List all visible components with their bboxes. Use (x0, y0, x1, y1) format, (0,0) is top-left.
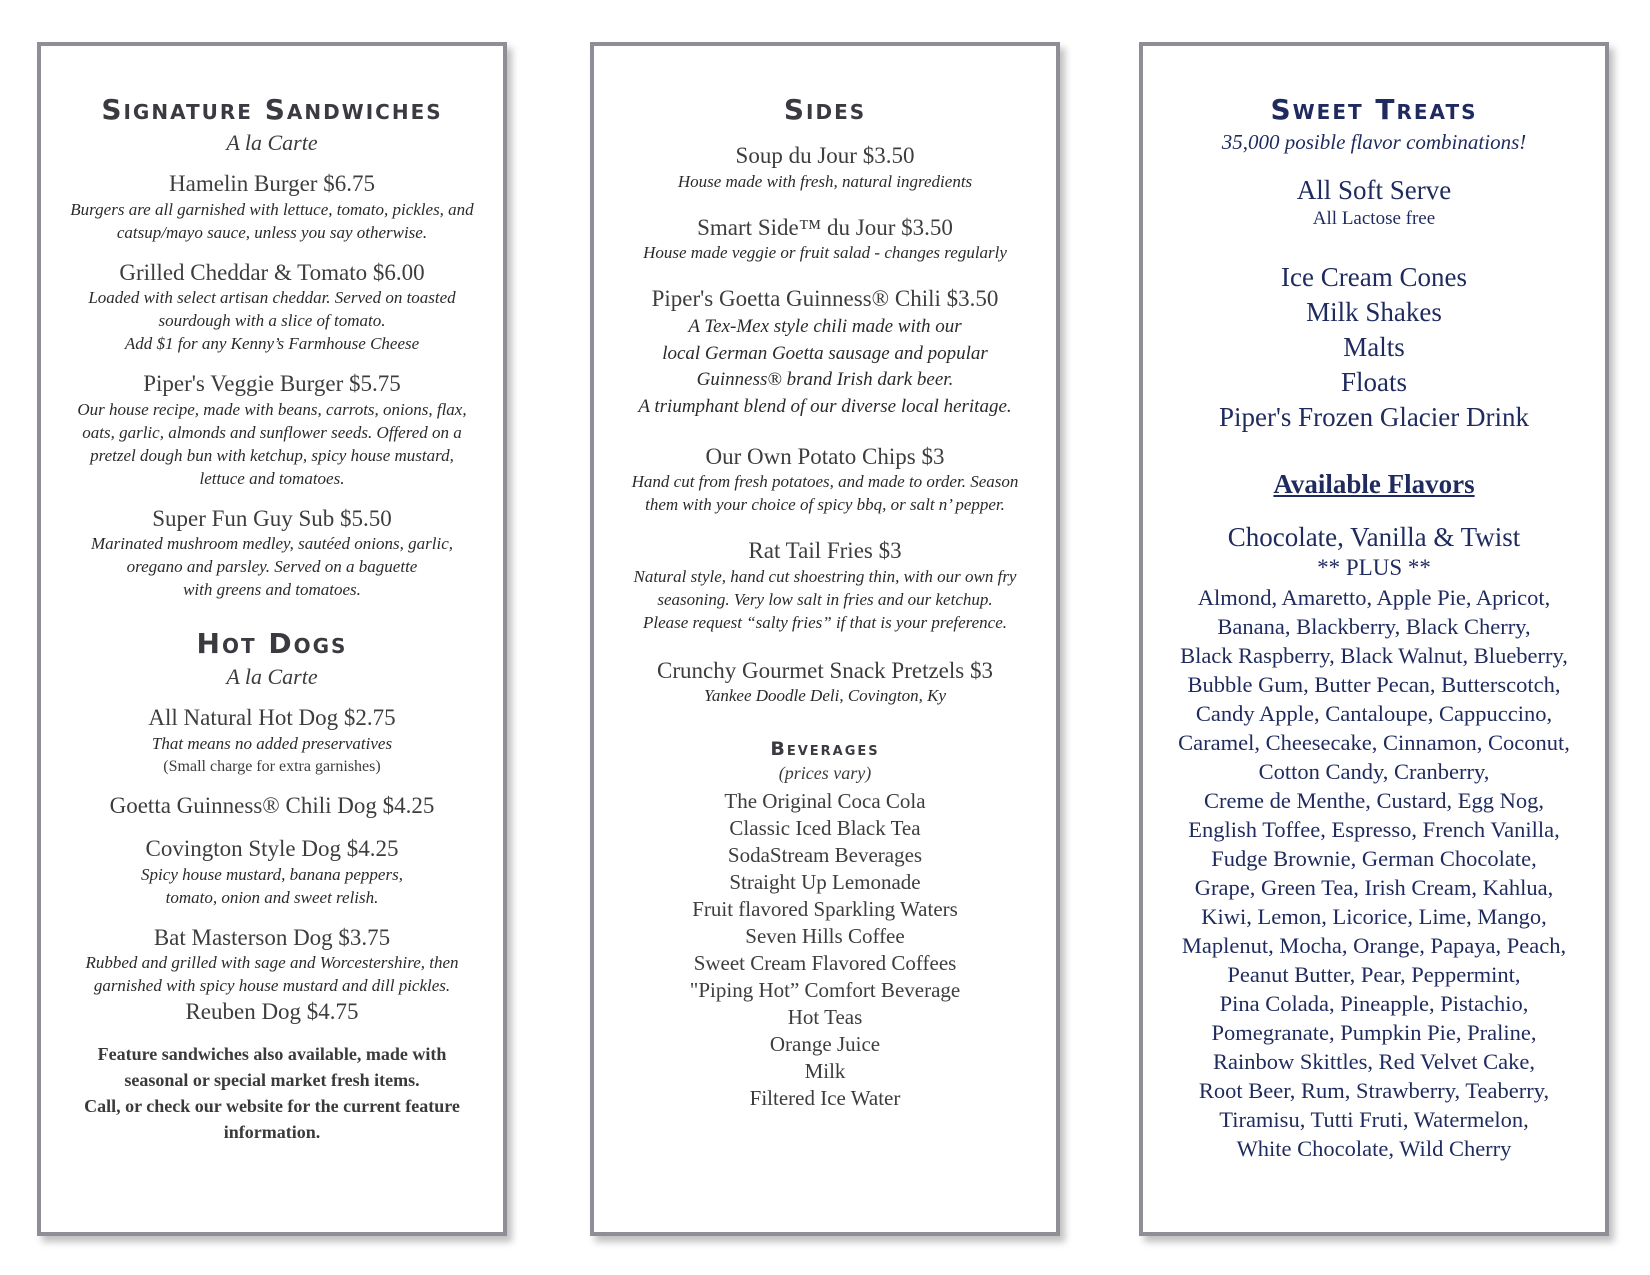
item-description (594, 685, 1056, 708)
sandwiches-subtitle: A la Carte (226, 130, 318, 155)
sweet-treats-panel (1139, 42, 1609, 1236)
desc-line: Our house recipe, made with beans, carrots, onions, flax, (77, 399, 467, 419)
desc-line: Guinness® brand Irish dark beer. (696, 369, 954, 391)
menu-item (41, 505, 503, 603)
flavor-line: Pomegranate, Pumpkin Pie, Praline, (1211, 1020, 1537, 1045)
desc-line: sourdough with a slice of tomato. (158, 311, 386, 331)
desc-line: oats, garlic, almonds and sunflower seeds. Offered on a (82, 422, 462, 442)
list-item: Orange Juice (769, 1032, 881, 1057)
flavor-line: Fudge Brownie, German Chocolate, (1211, 846, 1537, 871)
note-line: Call, or check our website for the current feature (84, 1096, 460, 1117)
flavors-list (1143, 583, 1605, 1163)
flavor-line: Bubble Gum, Butter Pecan, Butterscotch, (1187, 672, 1561, 697)
flavor-line: Black Raspberry, Black Walnut, Blueberry, (1180, 643, 1568, 668)
sandwiches-panel (37, 42, 507, 1236)
list-item: Floats (1340, 367, 1407, 397)
desc-line: seasoning. Very low salt in fries and our ketchup. (657, 589, 993, 609)
list-item: Ice Cream Cones (1281, 262, 1467, 292)
flavor-line: Pina Colada, Pineapple, Pistachio, (1219, 991, 1529, 1016)
flavor-line: Root Beer, Rum, Strawberry, Teaberry, (1198, 1078, 1550, 1103)
item-description (594, 171, 1056, 194)
sweet-treats-subtitle: 35,000 posible flavor combinations! (1221, 130, 1527, 154)
sandwiches-heading: Signature Sandwiches (101, 93, 443, 126)
list-item: Seven Hills Coffee (745, 924, 905, 949)
desc-line: A Tex-Mex style chili made with our (688, 316, 962, 338)
menu-item (594, 142, 1056, 194)
sides-panel (590, 42, 1060, 1236)
item-description (41, 199, 503, 245)
desc-line: garnished with spicy house mustard and dill pickles. (93, 976, 451, 996)
item-description (41, 287, 503, 356)
item-name: Bat Masterson Dog $3.75 (153, 924, 391, 950)
flavor-line: English Toffee, Espresso, French Vanilla, (1188, 817, 1560, 842)
flavor-line: Creme de Menthe, Custard, Egg Nog, (1204, 788, 1544, 813)
desc-line: A triumphant blend of our diverse local heritage. (638, 395, 1012, 417)
list-item: Sweet Cream Flavored Coffees (693, 951, 957, 976)
desc-line: catsup/mayo sauce, unless you say otherwise. (116, 222, 428, 242)
flavor-line: Rainbow Skittles, Red Velvet Cake, (1212, 1049, 1536, 1074)
item-name: Smart Side™ du Jour $3.50 (697, 214, 953, 240)
sweet-treats-heading: Sweet Treats (1270, 93, 1478, 126)
hotdogs-subtitle: A la Carte (226, 664, 318, 690)
flavors-heading: Available Flavors (1273, 469, 1475, 499)
desc-line: Yankee Doodle Deli, Covington, Ky (703, 686, 947, 706)
item-description (41, 399, 503, 491)
item-name: Hamelin Burger $6.75 (169, 171, 375, 196)
menu-item (41, 792, 503, 821)
desc-line: Natural style, hand cut shoestring thin, with our own fry (633, 566, 1017, 586)
list-item: Malts (1343, 332, 1405, 362)
desc-line: Spicy house mustard, banana peppers, (141, 864, 403, 884)
desc-line: Loaded with select artisan cheddar. Served on toasted (88, 288, 456, 308)
item-description (41, 533, 503, 602)
list-item: Milk (804, 1059, 846, 1084)
beverages-subtitle: (prices vary) (778, 763, 872, 784)
flavor-line: Maplenut, Mocha, Orange, Papaya, Peach, (1181, 933, 1567, 958)
hotdogs-heading: Hot Dogs (196, 627, 348, 661)
item-name: Goetta Guinness® Chili Dog $4.25 (109, 793, 435, 819)
menu-item (594, 657, 1056, 709)
item-name: Our Own Potato Chips $3 (705, 443, 945, 469)
item-name: Super Fun Guy Sub $5.50 (152, 505, 392, 531)
flavor-line: Banana, Blackberry, Black Cherry, (1217, 614, 1531, 639)
desc-line: Hand cut from fresh potatoes, and made to order. Season (631, 472, 1019, 492)
item-name: Grilled Cheddar & Tomato $6.00 (119, 259, 425, 285)
desc-line: local German Goetta sausage and popular (662, 342, 988, 364)
list-item: Piper's Frozen Glacier Drink (1218, 402, 1530, 432)
desc-line: lettuce and tomatoes. (199, 468, 345, 488)
list-item: Milk Shakes (1306, 297, 1442, 327)
desc-line: oregano and parsley. Served on a baguette (126, 557, 418, 577)
beverages-list (594, 788, 1056, 1112)
list-item: Classic Iced Black Tea (729, 816, 921, 841)
list-item: "Piping Hot” Comfort Beverage (689, 978, 961, 1003)
base-flavors: Chocolate, Vanilla & Twist (1227, 522, 1521, 552)
list-item: The Original Coca Cola (724, 789, 926, 814)
desc-line: House made veggie or fruit salad - changes regularly (643, 243, 1007, 263)
item-name: Piper's Veggie Burger $5.75 (143, 371, 401, 397)
flavor-line: Cotton Candy, Cranberry, (1258, 759, 1490, 784)
flavor-line: Tiramisu, Tutti Fruti, Watermelon, (1219, 1107, 1529, 1132)
flavor-line: White Chocolate, Wild Cherry (1236, 1136, 1512, 1161)
menu-item (41, 924, 503, 999)
list-item: Hot Teas (787, 1005, 863, 1030)
flavor-line: Candy Apple, Cantaloupe, Cappuccino, (1195, 701, 1553, 726)
note-line: Feature sandwiches also available, made with (97, 1044, 447, 1065)
item-description (594, 242, 1056, 265)
flavor-line: Kiwi, Lemon, Licorice, Lime, Mango, (1201, 904, 1547, 929)
desc-line: Please request “salty fries” if that is your preference. (642, 612, 1008, 632)
item-description (594, 566, 1056, 635)
menu-item (41, 835, 503, 910)
lactose-note: All Lactose free (1312, 208, 1436, 229)
item-name: Covington Style Dog $4.25 (145, 836, 399, 862)
desc-line: Add $1 for any Kenny’s Farmhouse Cheese (124, 334, 420, 354)
item-description (41, 733, 503, 756)
sides-heading: Sides (783, 93, 867, 126)
menu-item (41, 998, 503, 1027)
item-name: Crunchy Gourmet Snack Pretzels $3 (657, 657, 993, 683)
item-name: Reuben Dog $4.75 (185, 999, 359, 1025)
item-name: All Natural Hot Dog $2.75 (148, 705, 396, 731)
item-description (41, 952, 503, 998)
desc-line: pretzel dough bun with ketchup, spicy house mustard, (90, 445, 454, 465)
desc-line: them with your choice of spicy bbq, or salt n’ pepper. (645, 495, 1005, 515)
item-description (594, 314, 1056, 420)
menu-item (41, 370, 503, 491)
plus-label: ** PLUS ** (1317, 555, 1431, 580)
flavor-line: Peanut Butter, Pear, Peppermint, (1227, 962, 1521, 987)
beverages-heading: Beverages (770, 738, 880, 761)
desc-line: with greens and tomatoes. (183, 580, 361, 600)
menu-item (594, 537, 1056, 635)
treats-list (1143, 260, 1605, 435)
menu-item (594, 285, 1056, 420)
item-name: Rat Tail Fries $3 (748, 538, 902, 564)
list-item: SodaStream Beverages (727, 843, 923, 868)
item-note: (Small charge for extra garnishes) (163, 757, 381, 775)
desc-line: Marinated mushroom medley, sautéed onions, garlic, (91, 534, 453, 554)
menu-item (594, 214, 1056, 266)
desc-line: House made with fresh, natural ingredients (677, 171, 973, 191)
desc-line: That means no added preservatives (151, 734, 393, 753)
feature-note (41, 1041, 503, 1145)
note-line: information. (223, 1122, 321, 1143)
flavor-line: Grape, Green Tea, Irish Cream, Kahlua, (1194, 875, 1554, 900)
menu-item (594, 443, 1056, 518)
menu-item (41, 704, 503, 778)
list-item: Straight Up Lemonade (729, 870, 921, 895)
note-line: seasonal or special market fresh items. (124, 1070, 420, 1091)
item-description (594, 471, 1056, 517)
flavor-line: Almond, Amaretto, Apple Pie, Apricot, (1197, 585, 1551, 610)
desc-line: Burgers are all garnished with lettuce, tomato, pickles, and (70, 199, 474, 219)
flavor-line: Caramel, Cheesecake, Cinnamon, Coconut, (1178, 730, 1570, 755)
menu-item (41, 170, 503, 245)
desc-line: tomato, onion and sweet relish. (165, 887, 379, 907)
list-item: Filtered Ice Water (749, 1086, 901, 1111)
menu-item (41, 259, 503, 357)
list-item: Fruit flavored Sparkling Waters (692, 897, 958, 922)
soft-serve-title: All Soft Serve (1296, 175, 1452, 205)
item-name: Soup du Jour $3.50 (735, 143, 915, 168)
item-description (41, 864, 503, 910)
item-name: Piper's Goetta Guinness® Chili $3.50 (651, 286, 999, 312)
desc-line: Rubbed and grilled with sage and Worcestershire, then (85, 953, 459, 973)
